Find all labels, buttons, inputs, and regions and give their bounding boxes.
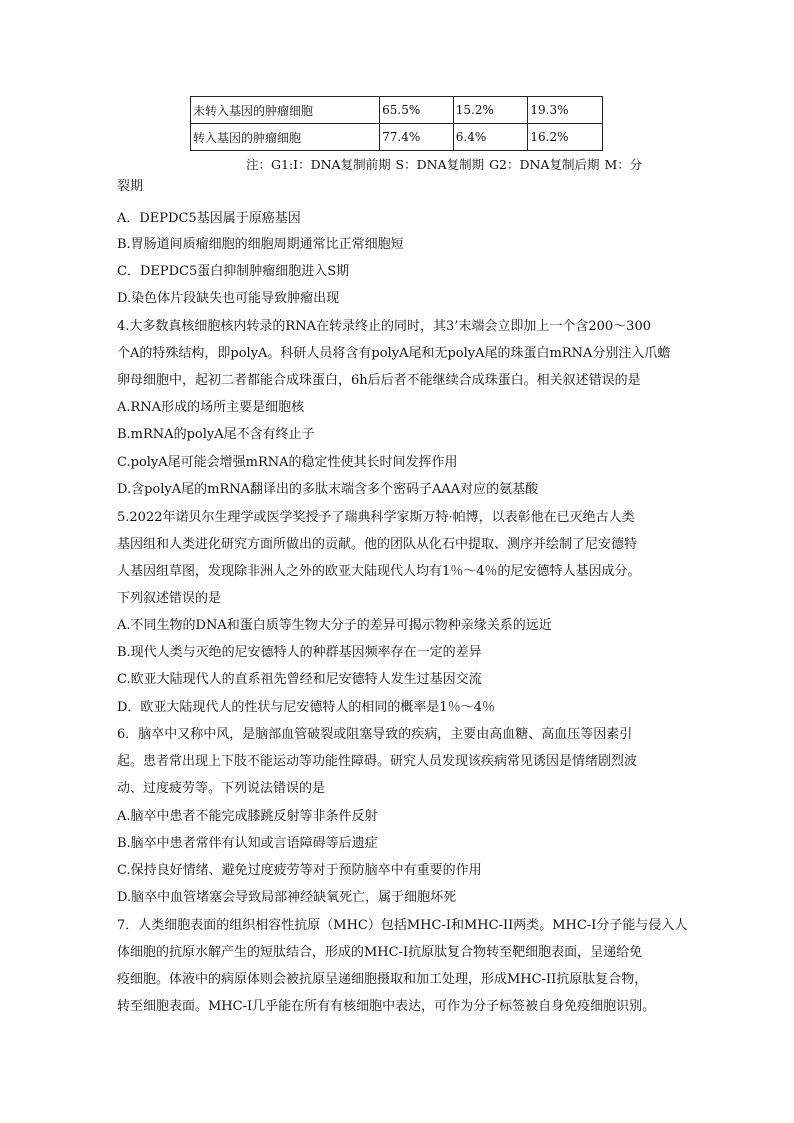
table-cell: 15.2% [453, 97, 528, 124]
q5-option-b: B.现代人类与灭绝的尼安德特人的种群基因频率存在一定的差异 [117, 645, 482, 660]
table-cell: 6.4% [453, 124, 528, 151]
q5-option-d: D．欧亚大陆现代人的性状与尼安德特人的相同的概率是1％～4％ [117, 700, 495, 715]
q4-option-b: B.mRNA的polyA尾不含有终止子 [117, 427, 315, 442]
q3-option-c: C．DEPDC5蛋白抑制肿瘤细胞进入S期 [117, 264, 350, 279]
q7-stem-line: 体细胞的抗原水解产生的短肽结合，形成的MHC-I抗原肽复合物转至靶细胞表面，呈递给免 [117, 945, 643, 960]
q6-option-b: B.脑卒中患者常伴有认知或言语障碍等后遗症 [117, 836, 378, 851]
q6-stem-line: 6．脑卒中又称中风，是脑部血管破裂或阻塞导致的疾病，主要由高血糖、高血压等因素引 [117, 727, 633, 742]
q4-option-a: A.RNA形成的场所主要是细胞核 [117, 400, 305, 415]
table-cell: 19.3% [528, 97, 603, 124]
q4-stem-line: 个A的特殊结构，即polyA。科研人员将含有polyA尾和无polyA尾的珠蛋白mRNA分别注入爪蟾 [117, 346, 671, 361]
q7-stem-line: 疫细胞。体液中的病原体则会被抗原呈递细胞摄取和加工处理，形成MHC-II抗原肽复合物， [117, 972, 648, 987]
q5-stem-line: 5.2022年诺贝尔生理学或医学奖授予了瑞典科学家斯万特·帕博，以表彰他在已灭绝古人类 [117, 510, 635, 525]
table-cell: 77.4% [380, 124, 454, 151]
q6-option-d: D.脑卒中血管堵塞会导致局部神经缺氧死亡，属于细胞坏死 [117, 890, 457, 905]
q6-stem-line: 动、过度疲劳等。下列说法错误的是 [117, 781, 326, 796]
q4-stem-line: 卵母细胞中，起初二者都能合成珠蛋白，6h后后者不能继续合成珠蛋白。相关叙述错误的是 [117, 373, 641, 388]
q5-option-a: A.不同生物的DNA和蛋白质等生物大分子的差异可揭示物种亲缘关系的远近 [117, 618, 552, 633]
q6-option-c: C.保持良好情绪、避免过度疲劳等对于预防脑卒中有重要的作用 [117, 863, 482, 878]
q6-option-a: A.脑卒中患者不能完成膝跳反射等非条件反射 [117, 809, 378, 824]
q4-option-c: C.polyA尾可能会增强mRNA的稳定性使其长时间发挥作用 [117, 455, 458, 470]
table-cell: 转入基因的肿瘤细胞 [191, 124, 380, 151]
q7-stem-line: 转至细胞表面。MHC-I几乎能在所有有核细胞中表达，可作为分子标签被自身免疫细胞识别。 [117, 999, 656, 1014]
q3-option-a: A．DEPDC5基因属于原癌基因 [117, 211, 301, 226]
cell-cycle-table [190, 96, 603, 151]
table-cell: 16.2% [528, 124, 603, 151]
q7-stem-line: 7．人类细胞表面的组织相容性抗原（MHC）包括MHC-I和MHC-II两类。MHC-I分子能与侵入人 [117, 918, 688, 933]
q5-stem-line: 人基因组草图，发现除非洲人之外的欧亚大陆现代人均有1％～4％的尼安德特人基因成分。 [117, 564, 641, 579]
table-note-continued: 裂期 [117, 179, 144, 194]
q5-stem-line: 下列叙述错误的是 [117, 591, 222, 606]
table-note: 注：G1:I：DNA复制前期 S：DNA复制期 G2：DNA复制后期 M：分 [246, 157, 643, 172]
q4-stem-line: 4.大多数真核细胞核内转录的RNA在转录终止的同时，其3’末端会立即加上一个含200～300 [117, 319, 651, 334]
q5-stem-line: 基因组和人类进化研究方面所做出的贡献。他的团队从化石中提取、测序并绘制了尼安德特 [117, 537, 638, 552]
table-cell: 未转入基因的肿瘤细胞 [191, 97, 380, 124]
q5-option-c: C.欧亚大陆现代人的直系祖先曾经和尼安德特人发生过基因交流 [117, 672, 482, 687]
q4-option-d: D.含polyA尾的mRNA翻译出的多肽末端含多个密码子AAA对应的氨基酸 [117, 482, 539, 497]
q6-stem-line: 起。患者常出现上下肢不能运动等功能性障碍。研究人员发现该疾病常见诱因是情绪剧烈波 [117, 754, 638, 769]
table-row [191, 97, 603, 124]
table-cell: 65.5% [380, 97, 454, 124]
table-row [191, 124, 603, 151]
q3-option-b: B.胃肠道间质瘤细胞的细胞周期通常比正常细胞短 [117, 237, 404, 252]
q3-option-d: D.染色体片段缺失也可能导致肿瘤出现 [117, 291, 340, 306]
